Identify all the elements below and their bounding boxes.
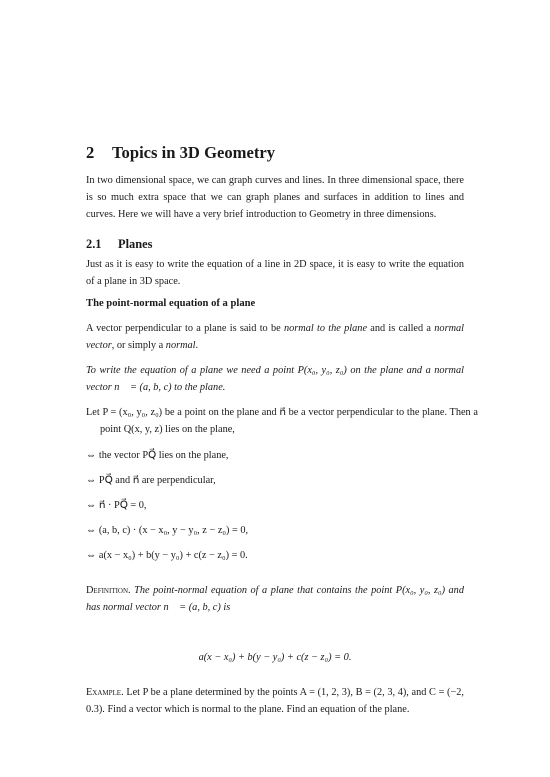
normal-def-pre: A vector perpendicular to a plane is said to be: [86, 323, 284, 334]
equivalence-step-2: ⇔ PQ⃗ and n⃗ are perpendicular,: [86, 475, 216, 486]
normal-def-term3: normal: [165, 340, 196, 351]
subsection-number: 2.1: [86, 237, 102, 251]
normal-def-mid2: , or simply a: [111, 340, 166, 351]
section-number: 2: [86, 143, 95, 162]
normal-definition-paragraph: [86, 320, 464, 354]
equivalence-step-4: ⇔ (a, b, c) · (x − x₀, y − y₀, z − z₀) = 0,: [86, 525, 249, 536]
section-title: Topics in 3D Geometry: [112, 143, 276, 162]
definition-text: The point-normal equation of a plane that contains the point P(x₀, y₀, z₀) and has normal vector n⃗ = (a, b, c) is: [86, 585, 464, 613]
point-normal-equation: a(x − x₀) + b(y − y₀) + c(z − z₀) = 0.: [198, 652, 352, 663]
intro-paragraph: In two dimensional space, we can graph curves and lines. In three dimensional space, there is so much extra space that we can graph planes and surfaces in addition to lines and curves. Here we will have a very brief introduction to Geometry in three dimensions.: [86, 175, 464, 220]
section-heading: [86, 143, 275, 163]
requirement-paragraph: To write the equation of a plane we need a point P(x₀, y₀, z₀) on the plane and a normal vector n⃗ = (a, b, c) to the plane.: [86, 365, 464, 393]
normal-def-term1: normal to the plane: [283, 323, 368, 334]
normal-def-mid: and is called a: [367, 323, 435, 334]
normal-def-term2: normal vector: [86, 323, 465, 351]
subsection-heading: [86, 237, 152, 252]
example-text: Let P be a plane determined by the points A = (1, 2, 3), B = (2, 3, 4), and C = (−2, 0.3). Find a vector which is normal to the plane. Find an equation of the plane.: [86, 687, 464, 715]
example-paragraph: [86, 684, 464, 718]
equivalence-step-3: ⇔ n⃗ · PQ⃗ = 0,: [86, 500, 147, 511]
example-label: Example.: [86, 687, 124, 698]
planes-intro-paragraph: Just as it is easy to write the equation of a line in 2D space, it is easy to write the equation of a plane in 3D space.: [86, 259, 464, 287]
paragraph-heading: The point-normal equation of a plane: [86, 298, 256, 309]
definition-label: Definition.: [86, 585, 131, 596]
equivalence-step-1: ⇔ the vector PQ⃗ lies on the plane,: [86, 450, 229, 461]
normal-def-post: .: [195, 340, 199, 351]
equivalence-step-5: ⇔ a(x − x₀) + b(y − y₀) + c(z − z₀) = 0.: [86, 550, 248, 561]
subsection-title: Planes: [118, 237, 153, 251]
let-statement: Let P = (x₀, y₀, z₀) be a point on the plane and n⃗ be a vector perpendicular to the plane. Then a point Q(x, y, z) lies on the plane,: [86, 407, 478, 435]
definition-paragraph: [86, 582, 464, 616]
